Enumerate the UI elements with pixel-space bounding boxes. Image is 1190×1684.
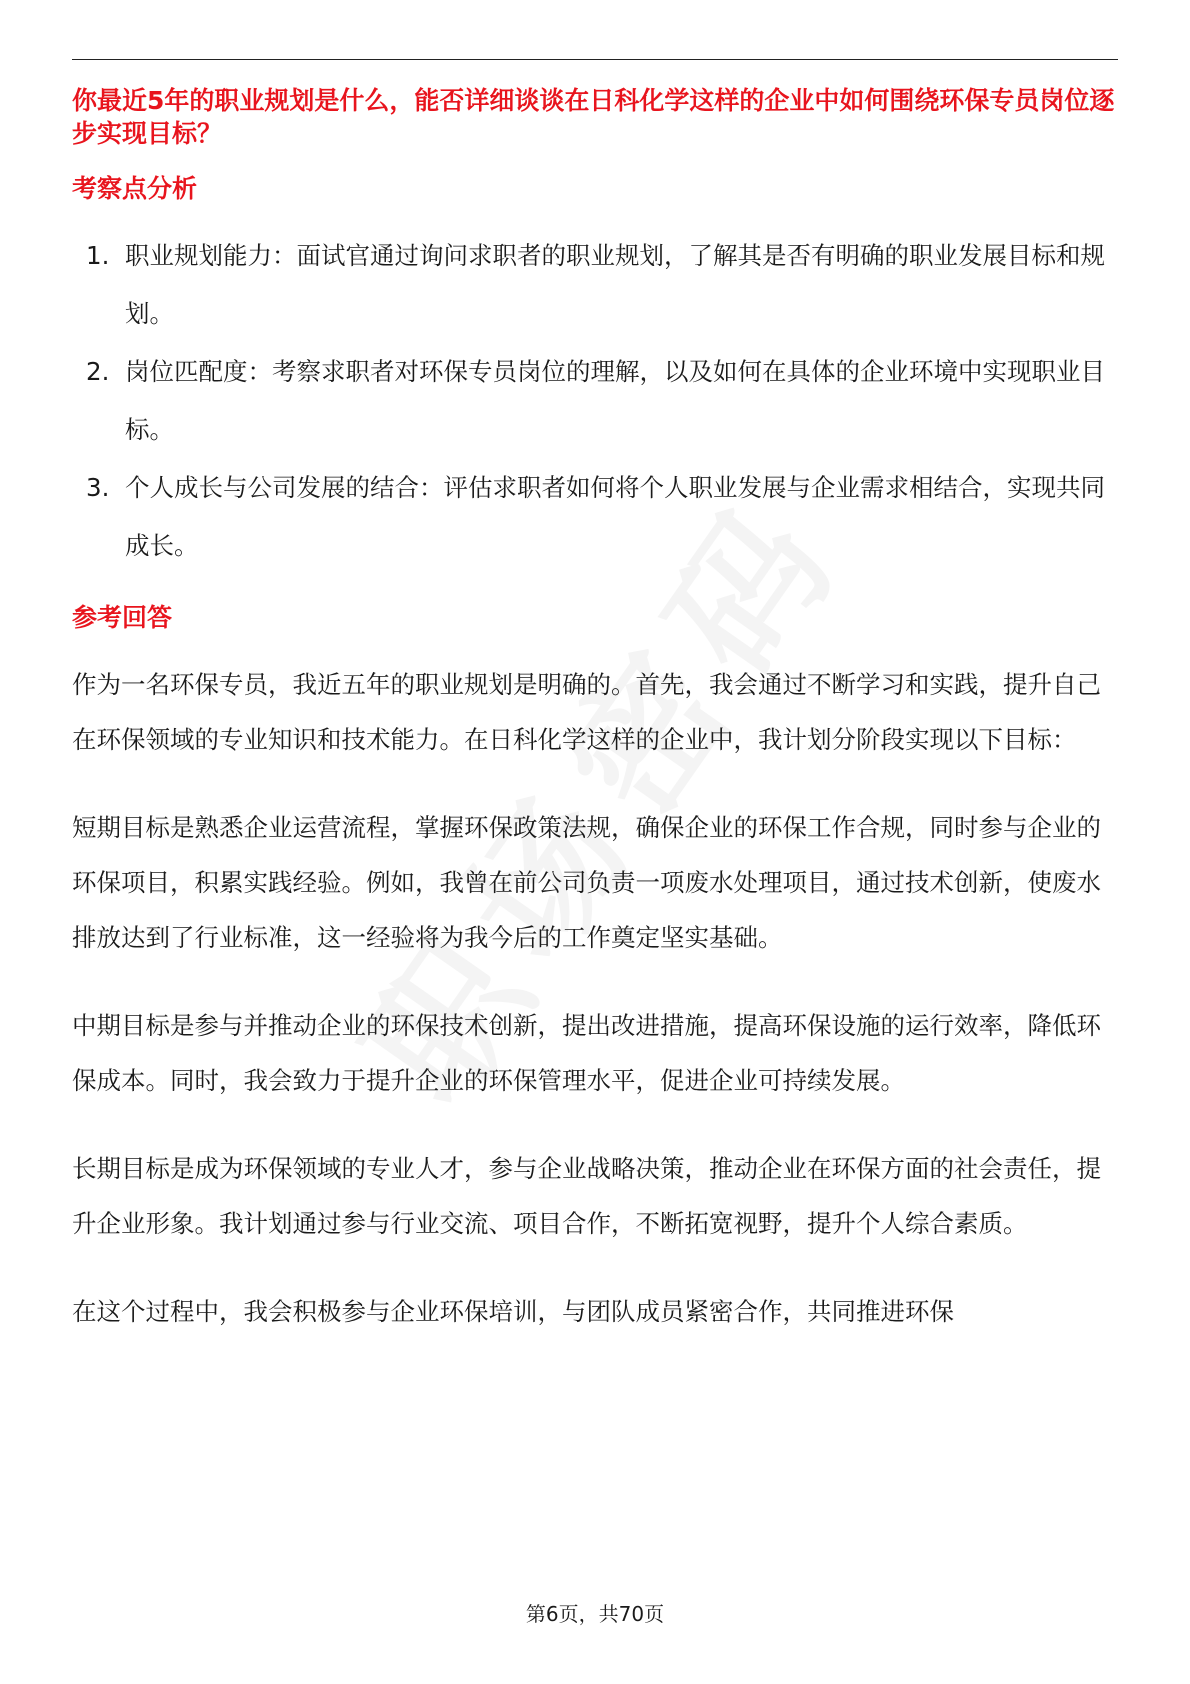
answer-paragraph: 在这个过程中，我会积极参与企业环保培训，与团队成员紧密合作，共同推进环保 <box>72 1297 954 1326</box>
list-item-text: 个人成长与公司发展的结合：评估求职者如何将个人职业发展与企业需求相结合，实现共同成长。 <box>125 473 1105 560</box>
list-item-number: 1. <box>86 241 110 270</box>
list-item-number: 2. <box>86 357 110 386</box>
list-item <box>72 227 1118 343</box>
answer-paragraph: 长期目标是成为环保领域的专业人才，参与企业战略决策，推动企业在环保方面的社会责任，提升企业形象。我计划通过参与行业交流、项目合作，不断拓宽视野，提升个人综合素质。 <box>72 1154 1101 1238</box>
analysis-list <box>72 227 1118 575</box>
document-body <box>72 84 1118 1339</box>
list-item <box>72 343 1118 459</box>
list-item-text: 职业规划能力：面试官通过询问求职者的职业规划，了解其是否有明确的职业发展目标和规划。 <box>125 241 1105 328</box>
list-item <box>72 459 1118 575</box>
answer-paragraph: 短期目标是熟悉企业运营流程，掌握环保政策法规，确保企业的环保工作合规，同时参与企业的环保项目，积累实践经验。例如，我曾在前公司负责一项废水处理项目，通过技术创新，使废水排放达到了行业标准，这一经验将为我今后的工作奠定坚实基础。 <box>72 813 1101 952</box>
answer-paragraph: 作为一名环保专员，我近五年的职业规划是明确的。首先，我会通过不断学习和实践，提升自己在环保领域的专业知识和技术能力。在日科化学这样的企业中，我计划分阶段实现以下目标： <box>72 670 1101 754</box>
question-heading: 你最近5年的职业规划是什么，能否详细谈谈在日科化学这样的企业中如何围绕环保专员岗位逐步实现目标？ <box>72 86 1115 148</box>
answer-heading: 参考回答 <box>72 603 173 632</box>
list-item-text: 岗位匹配度：考察求职者对环保专员岗位的理解，以及如何在具体的企业环境中实现职业目标。 <box>125 357 1105 444</box>
list-item-number: 3. <box>86 473 110 502</box>
answer-paragraph: 中期目标是参与并推动企业的环保技术创新，提出改进措施，提高环保设施的运行效率，降低环保成本。同时，我会致力于提升企业的环保管理水平，促进企业可持续发展。 <box>72 1011 1101 1095</box>
top-divider <box>72 59 1118 60</box>
analysis-heading: 考察点分析 <box>72 174 198 203</box>
page-number-footer: 第6页，共70页 <box>525 1602 665 1626</box>
